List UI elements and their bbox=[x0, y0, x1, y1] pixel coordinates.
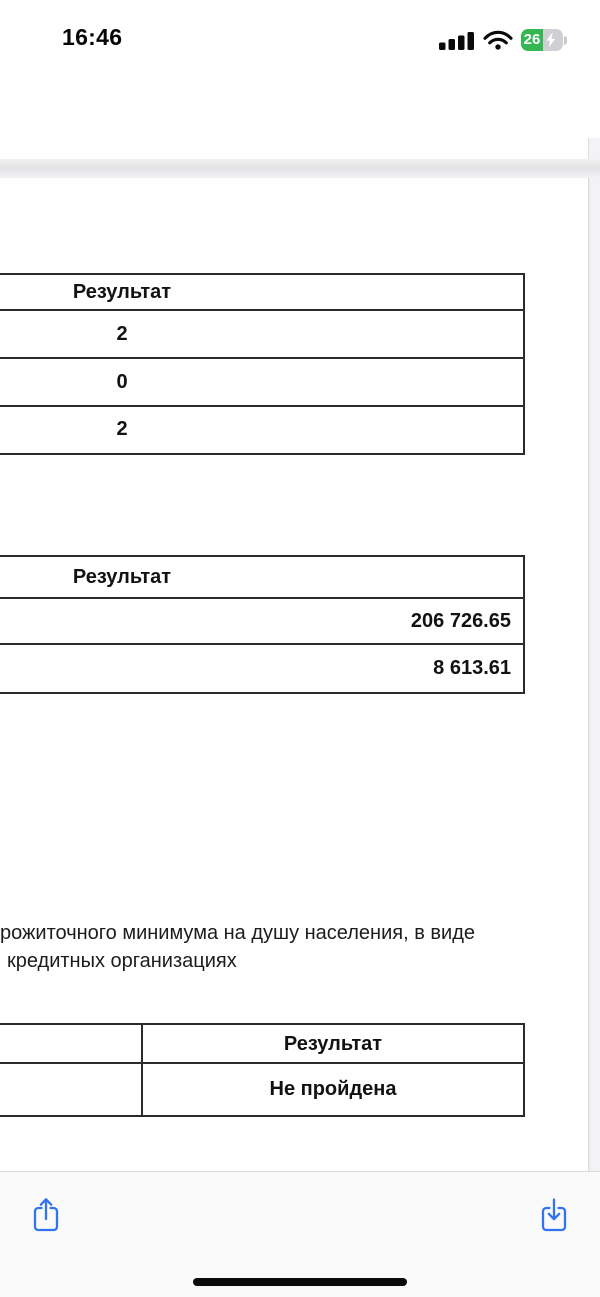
page-gap bbox=[0, 159, 600, 178]
battery-percent: 26 bbox=[523, 31, 541, 48]
pdf-page-previous bbox=[0, 138, 589, 159]
battery-icon bbox=[521, 29, 568, 51]
status-bar bbox=[0, 0, 600, 59]
nav-bar bbox=[0, 59, 600, 138]
table-cell: 2 bbox=[0, 311, 523, 359]
pdf-viewer[interactable] bbox=[0, 138, 600, 1171]
charging-bolt-icon bbox=[544, 32, 557, 48]
amounts-table bbox=[0, 555, 525, 694]
verification-table bbox=[0, 1023, 525, 1117]
status-icons bbox=[439, 28, 568, 52]
table-cell: 8 613.61 bbox=[433, 657, 511, 679]
paragraph bbox=[0, 919, 545, 975]
pdf-page bbox=[0, 178, 589, 1171]
clock: 16:46 bbox=[62, 24, 123, 50]
table-header-cell: Результат bbox=[0, 557, 523, 599]
table-cell-empty bbox=[0, 1064, 143, 1115]
table-header-cell: Результат bbox=[283, 1033, 383, 1055]
download-icon bbox=[540, 1196, 568, 1233]
counts-table bbox=[0, 273, 525, 455]
battery-cap bbox=[564, 36, 567, 45]
table-header-cell: Результат bbox=[0, 275, 523, 311]
download-button[interactable] bbox=[534, 1194, 574, 1238]
table-cell: 2 bbox=[116, 418, 128, 440]
share-icon bbox=[32, 1196, 60, 1233]
share-button[interactable] bbox=[26, 1194, 66, 1238]
table-cell: 206 726.65 bbox=[0, 599, 523, 645]
home-indicator[interactable] bbox=[193, 1278, 407, 1286]
table-cell: 0 bbox=[0, 359, 523, 407]
table-cell: Не пройдена bbox=[269, 1078, 397, 1100]
wifi-icon bbox=[483, 30, 513, 50]
paragraph-line: рожиточного минимума на душу населения, в виде bbox=[0, 922, 475, 944]
bottom-toolbar bbox=[0, 1171, 600, 1297]
paragraph-line: кредитных организациях bbox=[7, 950, 237, 972]
cellular-signal-icon bbox=[439, 30, 475, 50]
table-cell-empty bbox=[0, 1025, 143, 1062]
